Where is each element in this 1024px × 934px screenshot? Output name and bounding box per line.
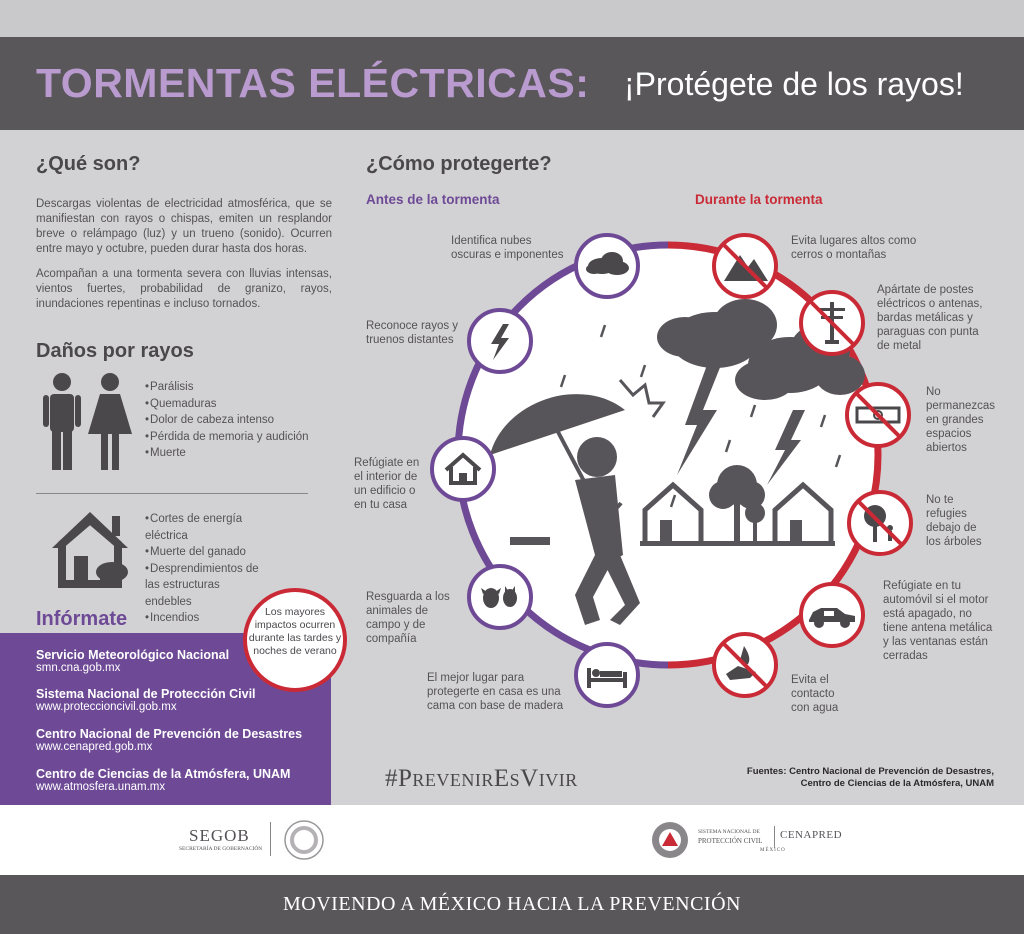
house-pig-icon	[48, 508, 138, 588]
org-url[interactable]: smn.cna.gob.mx	[36, 662, 121, 674]
informate-heading: Infórmate	[36, 608, 128, 630]
proteccion-civil-logo-icon	[650, 820, 690, 860]
sinaproc-line-3: MÉXICO	[760, 848, 786, 853]
durante-tip-6: Evita el contacto con agua	[791, 674, 839, 714]
logo-divider	[270, 822, 271, 856]
org-name: Centro de Ciencias de la Atmósfera, UNAM	[36, 767, 291, 781]
divider	[36, 493, 308, 494]
antes-tip-3: Refúgiate en el interior de un edificio o en tu casa	[354, 457, 420, 511]
power-pole-prohibited-icon	[797, 288, 867, 358]
sources-line-1: Fuentes: Centro Nacional de Prevención de Desastres,	[746, 766, 994, 777]
danos-personas-list	[145, 379, 325, 462]
segob-logo-subtext: SECRETARÍA DE GOBERNACIÓN	[179, 846, 263, 852]
bed-icon	[572, 640, 642, 710]
durante-tip-4: No te refugies debajo de los árboles	[926, 494, 982, 548]
org-name: Servicio Meteorológico Nacional	[36, 648, 230, 662]
list-item: • Quemaduras	[145, 396, 325, 413]
people-icon	[40, 372, 140, 472]
list-item: • Desprendimientos de las estructuras endebles	[145, 561, 265, 611]
open-field-prohibited-icon	[843, 380, 913, 450]
durante-tip-2: Apártate de postes eléctricos o antenas, bardas metálicas y paraguas con punta de metal	[877, 284, 983, 352]
lightning-icon	[465, 306, 535, 376]
dark-clouds-icon	[572, 231, 642, 301]
antes-tip-1: Identifica nubes oscuras e imponentes	[451, 235, 564, 261]
org-name: Sistema Nacional de Protección Civil	[36, 687, 256, 701]
cenapred-logo-text: CENAPRED	[780, 829, 843, 841]
sinaproc-line-2: PROTECCIÓN CIVIL	[698, 837, 763, 845]
house-shelter-icon	[428, 434, 498, 504]
que-son-heading: ¿Qué son?	[36, 153, 141, 175]
que-son-paragraph-2: Acompañan a una tormenta severa con lluvias intensas, vientos fuertes, probabilidad de granizo, rayos, inundaciones repentinas e incluso tornados.	[36, 268, 332, 310]
sources	[700, 766, 994, 790]
logos-band	[0, 805, 1024, 875]
list-item: • Cortes de energía eléctrica	[145, 511, 285, 544]
antes-tip-2: Reconoce rayos y truenos distantes	[366, 320, 459, 346]
animals-icon	[465, 562, 535, 632]
mountain-prohibited-icon	[710, 231, 780, 301]
header-title: TORMENTAS ELÉCTRICAS:	[36, 60, 590, 106]
org-name: Centro Nacional de Prevención de Desastres	[36, 727, 303, 741]
car-icon	[797, 580, 867, 650]
antes-heading: Antes de la tormenta	[366, 192, 500, 207]
water-prohibited-icon	[710, 630, 780, 700]
como-heading: ¿Cómo protegerte?	[366, 153, 552, 175]
org-entry	[36, 727, 326, 753]
mexico-seal-icon	[283, 819, 325, 861]
que-son-paragraph-1: Descargas violentas de electricidad atmosférica, que se manifiestan con rayos o chispas, emiten un resplandor breve o relámpago (luz) y un trueno (sonido). Ocurren entre mayo y octubre, pueden durar hasta dos horas.	[36, 198, 332, 255]
tree-prohibited-icon	[845, 488, 915, 558]
footer-slogan: MOVIENDO A MÉXICO HACIA LA PREVENCIÓN	[283, 893, 741, 915]
org-url[interactable]: www.proteccioncivil.gob.mx	[36, 701, 177, 713]
header-subtitle: ¡Protégete de los rayos!	[624, 66, 964, 102]
hashtag: #PrevenirEsVivir	[385, 765, 578, 792]
org-entry	[36, 767, 326, 793]
durante-tip-5: Refúgiate en tu automóvil si el motor está apagado, no tiene antena metálica y las ventanas están cerradas	[883, 580, 993, 662]
list-item: • Muerte	[145, 445, 325, 462]
segob-logo-text: SEGOB	[189, 826, 250, 845]
list-item: • Muerte del ganado	[145, 544, 285, 561]
antes-tip-4: Resguarda a los animales de campo y de compañía	[366, 591, 450, 645]
durante-tip-3: No permanezcas en grandes espacios abiertos	[926, 386, 996, 454]
org-entry	[36, 687, 326, 713]
list-item: • Incendios	[145, 610, 285, 627]
durante-heading: Durante la tormenta	[695, 192, 823, 207]
list-item: • Parálisis	[145, 379, 325, 396]
danos-heading: Daños por rayos	[36, 340, 194, 362]
sinaproc-line-1: SISTEMA NACIONAL DE	[698, 829, 760, 835]
antes-tip-5: El mejor lugar para protegerte en casa es una cama con base de madera	[427, 672, 564, 712]
summer-impact-badge: Los mayores impactos ocurren durante las tardes y noches de verano	[243, 588, 347, 692]
sources-line-2: Centro de Ciencias de la Atmósfera, UNAM	[800, 778, 994, 789]
list-item: • Dolor de cabeza intenso	[145, 412, 325, 429]
durante-tip-1: Evita lugares altos como cerros o montañas	[791, 235, 917, 261]
org-url[interactable]: www.cenapred.gob.mx	[36, 741, 153, 753]
org-url[interactable]: www.atmosfera.unam.mx	[36, 781, 166, 793]
logo-divider	[774, 826, 775, 848]
list-item: • Pérdida de memoria y audición	[145, 429, 325, 446]
top-strip	[0, 0, 1024, 37]
